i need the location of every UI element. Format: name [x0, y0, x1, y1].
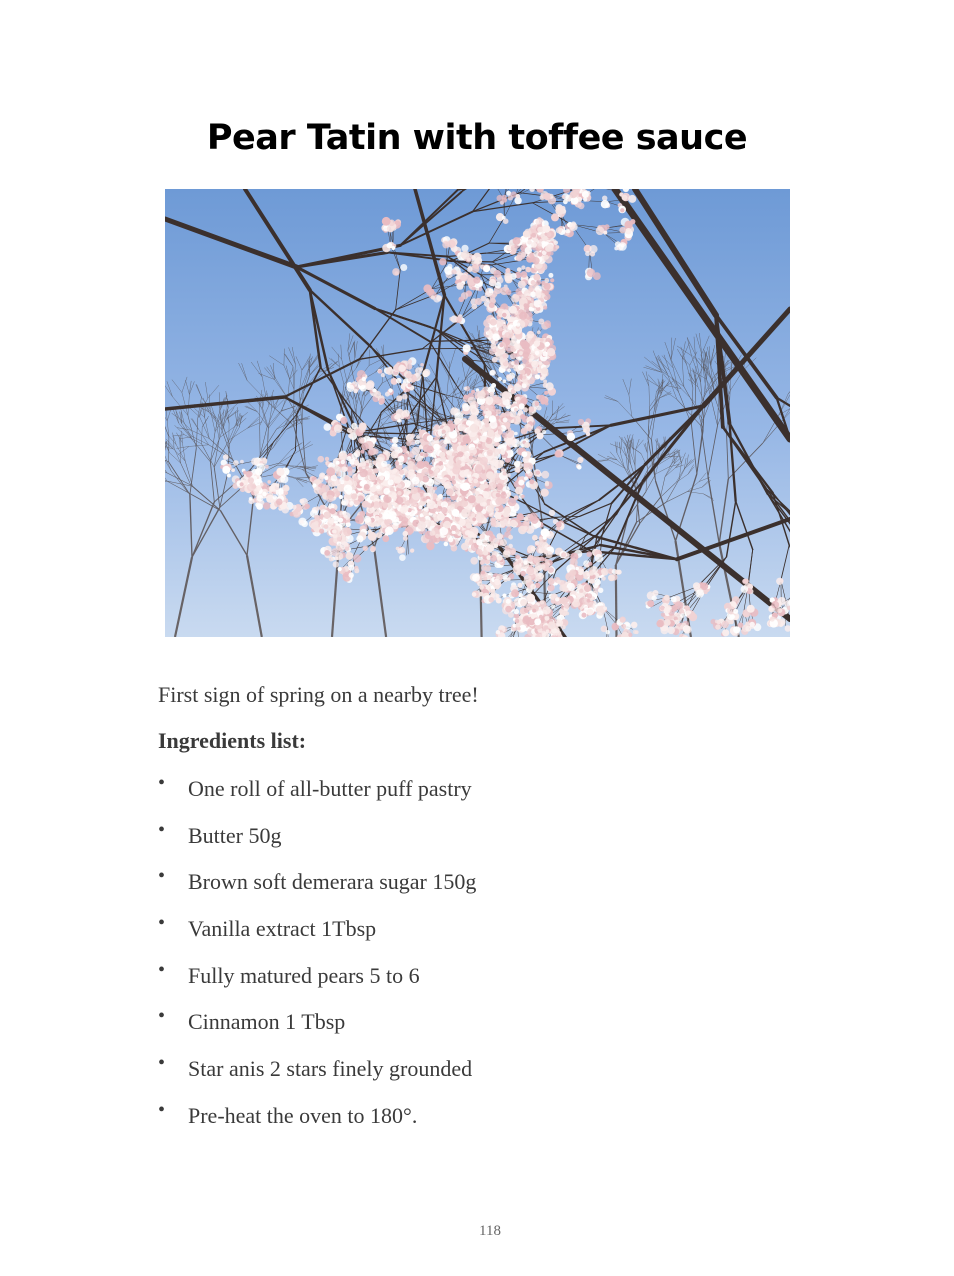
ingredient-text: Cinnamon 1 Tbsp	[188, 1009, 346, 1034]
blossom-tree-photo	[165, 189, 790, 637]
page-title: Pear Tatin with toffee sauce	[206, 118, 748, 158]
bullet-icon: •	[158, 1052, 166, 1074]
ingredient-item	[158, 1052, 758, 1086]
ingredient-text: Butter 50g	[188, 823, 282, 848]
bullet-icon: •	[158, 865, 166, 887]
ingredient-item	[158, 959, 758, 993]
bullet-icon: •	[158, 819, 166, 841]
bullet-icon: •	[158, 1099, 166, 1121]
ingredients-heading: Ingredients list:	[158, 728, 307, 753]
ingredient-item	[158, 772, 758, 806]
ingredient-item	[158, 819, 758, 853]
ingredient-item	[158, 1099, 758, 1133]
page-number: 118	[479, 1223, 501, 1239]
ingredient-text: Vanilla extract 1Tbsp	[188, 916, 377, 941]
ingredient-item	[158, 865, 758, 899]
ingredient-item	[158, 1005, 758, 1039]
ingredient-text: One roll of all-butter puff pastry	[188, 776, 472, 801]
bullet-icon: •	[158, 912, 166, 934]
ingredient-text: Fully matured pears 5 to 6	[188, 963, 420, 988]
photo-caption: First sign of spring on a nearby tree!	[158, 682, 479, 707]
bullet-icon: •	[158, 959, 166, 981]
ingredient-text: Star anis 2 stars finely grounded	[188, 1056, 473, 1081]
bullet-icon: •	[158, 1005, 166, 1027]
ingredient-text: Pre-heat the oven to 180°.	[188, 1103, 418, 1128]
bullet-icon: •	[158, 772, 166, 794]
ingredient-text: Brown soft demerara sugar 150g	[188, 869, 477, 894]
ingredient-item	[158, 912, 758, 946]
